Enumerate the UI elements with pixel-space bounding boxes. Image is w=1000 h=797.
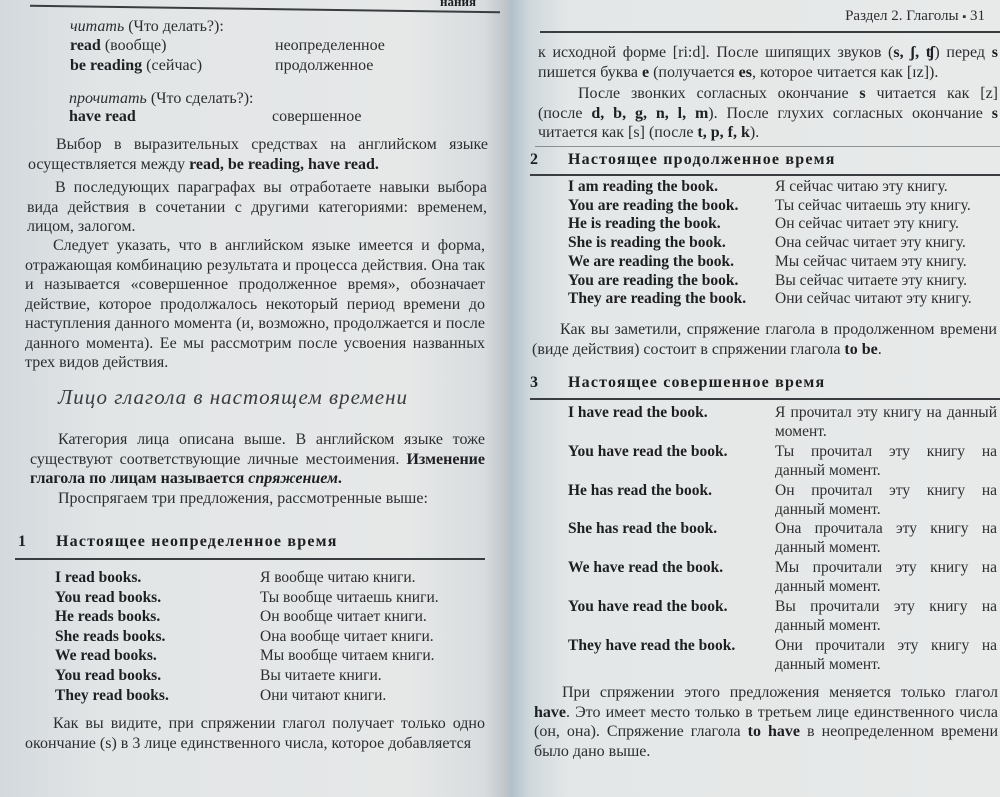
russian-translation: Она вообще читает книги.	[260, 627, 434, 645]
emphasis-text: t, p, f, k	[697, 124, 750, 141]
text-run: .	[877, 340, 882, 358]
russian-translation: Он прочитал эту книгу на данный момент.	[775, 481, 997, 518]
text-run: читается как [s] (после	[538, 124, 698, 141]
form-be-reading	[70, 57, 202, 75]
running-header	[845, 8, 985, 25]
text-run: пишется буква	[538, 63, 642, 81]
text-run: Выбор в выразительных средствах на английском языке осуществляется между	[28, 136, 488, 173]
table-row	[568, 252, 995, 271]
emphasis-text: es	[738, 63, 752, 81]
section-number: 1	[18, 533, 28, 550]
emphasis-text: s	[991, 44, 998, 61]
russian-translation: Они читают книги.	[260, 686, 387, 704]
emphasis-text: to have	[747, 723, 800, 740]
question: (Что делать?):	[124, 18, 224, 35]
english-sentence: He is reading the book.	[568, 215, 721, 233]
paragraph	[25, 236, 485, 373]
emphasis-text: .	[337, 470, 342, 487]
subheading: Лицо глагола в настоящем времени	[58, 385, 409, 409]
table-row	[55, 666, 510, 685]
aspect: продолженное	[275, 57, 374, 74]
aspect: совершенное	[272, 108, 362, 125]
english-sentence: We are reading the book.	[568, 252, 735, 270]
form: read	[70, 37, 101, 54]
russian-translation: Мы сейчас читаем эту книгу.	[775, 252, 967, 270]
russian-translation: Он вообще читает книги.	[260, 608, 427, 626]
english-sentence: You are reading the book.	[568, 271, 739, 289]
section-title: Настоящее неопределенное время	[56, 533, 338, 550]
table-row	[568, 442, 997, 480]
question: (Что сделать?):	[146, 90, 254, 107]
verb-chitat	[70, 18, 224, 36]
table-row	[568, 271, 995, 290]
table-row	[568, 481, 997, 519]
text-run: ). После глухих согласных окончание	[708, 104, 992, 122]
table-row	[55, 568, 510, 587]
verb: читать	[70, 18, 125, 35]
emphasis-text: s	[991, 104, 998, 122]
text-run: При спряжении этого предложения меняется только глагол	[562, 684, 998, 701]
table-row	[55, 686, 510, 705]
section-rule-top	[535, 146, 1000, 147]
section-title: Настоящее продолженное время	[568, 151, 836, 168]
running-header-fragment: нания	[440, 0, 477, 9]
russian-translation: Ты сейчас читаешь эту книгу.	[775, 196, 971, 214]
paragraph	[28, 135, 488, 174]
text-run: в неопределенном времени было дано выше.	[534, 723, 999, 760]
table-row	[568, 558, 997, 596]
table-row	[568, 597, 997, 635]
english-sentence: She reads books.	[55, 627, 166, 645]
english-sentence: I am reading the book.	[568, 178, 718, 195]
russian-translation: Она сейчас читает эту книгу.	[775, 234, 966, 252]
paragraph	[27, 178, 487, 237]
aspect: неопределенное	[275, 37, 385, 54]
table-row	[55, 607, 510, 626]
text-run: к исходной форме [ri:d]. После шипящих звуков (	[538, 44, 894, 61]
section-rule	[15, 558, 485, 560]
form: have read	[69, 108, 136, 125]
section-number: 3	[530, 374, 540, 391]
english-sentence: You have read the book.	[568, 442, 728, 460]
page-number: 31	[970, 8, 985, 24]
emphasis-text: d, b, g, n, l, m	[591, 104, 709, 122]
text-run: Следует указать, что в английском языке имеется и форма, отражающая комбинацию результата и процесса действия. Она так и называется «совершенное продолженное время», обозначает действие, которое продолжалось некоторый период времени до наступления данного момента (и, возможно, продолжается и после данного момента). Ее мы рассмотрим после усвоения названных трех видов действия.	[25, 237, 485, 371]
text-run: , которое читается как [ɪz]).	[751, 63, 939, 81]
form: be reading	[70, 57, 143, 74]
emphasis-text: read, be reading, have read.	[189, 155, 379, 173]
header-section: Раздел 2. Глаголы	[845, 8, 959, 24]
english-sentence: They are reading the book.	[568, 290, 747, 308]
english-sentence: I read books.	[55, 569, 142, 586]
table-row	[568, 636, 997, 674]
note: (вообще)	[100, 37, 167, 54]
verb-prochitat	[69, 90, 254, 108]
table-row	[568, 177, 995, 196]
text-run: . Это имеет место только в третьем лице единственного числа (он, она). Спряжение глагола	[534, 703, 998, 740]
table-row	[568, 196, 995, 215]
table-row	[568, 289, 995, 308]
verb: прочитать	[69, 90, 147, 107]
section-rule	[530, 174, 1000, 176]
section-title: Настоящее совершенное время	[568, 374, 826, 391]
english-sentence: We read books.	[55, 647, 157, 665]
russian-translation: Я сейчас читаю эту книгу.	[775, 178, 948, 195]
paragraph	[534, 683, 998, 761]
text-run: Категория лица описана выше. В английском языке тоже существуют соответствующие личные местоимения.	[30, 431, 485, 468]
english-sentence: They have read the book.	[568, 636, 736, 654]
russian-translation: Мы прочитали эту книгу на данный момент.	[775, 559, 997, 596]
english-sentence: I have read the book.	[568, 404, 708, 421]
section-heading-2	[530, 151, 836, 169]
english-sentence: He has read the book.	[568, 481, 712, 499]
paragraph	[538, 84, 998, 143]
table-row	[55, 588, 510, 607]
english-sentence: You read books.	[55, 588, 162, 606]
russian-translation: Мы вообще читаем книги.	[260, 647, 435, 665]
english-sentence: He reads books.	[55, 608, 161, 626]
form-read	[70, 37, 166, 55]
emphasis-text: Изменение глагола по лицам называется	[30, 450, 485, 487]
text-run: В последующих параграфах вы отработаете навыки выбора вида действия в сочетании с другими категориями: временем, лицом, залогом.	[27, 179, 487, 235]
section-heading-1	[18, 533, 338, 551]
text-run: (получается	[649, 63, 739, 81]
english-sentence: We have read the book.	[568, 559, 724, 577]
text-run: Как вы видите, при спряжении глагол получает только одно окончание (s) в 3 лице единственного числа, которое добавляется	[25, 715, 485, 752]
paragraph	[538, 43, 998, 82]
paragraph	[30, 430, 485, 489]
form-have-read	[69, 108, 136, 126]
english-sentence: She has read the book.	[568, 520, 718, 538]
text-run: читается как [z] (после	[538, 85, 998, 122]
table-row	[568, 214, 995, 233]
section-rule	[530, 398, 1000, 400]
table-row	[568, 233, 995, 252]
text-run: Проспрягаем три предложения, рассмотренные выше:	[58, 490, 428, 507]
emphasis-text: to be	[844, 340, 878, 358]
russian-translation: Она прочитала эту книгу на данный момент.	[775, 520, 997, 557]
russian-translation: Ты вообще читаешь книги.	[260, 588, 439, 606]
note: (сейчас)	[142, 57, 203, 74]
section-heading-3	[530, 374, 825, 392]
text-run: ) перед	[934, 44, 992, 61]
emphasis-text: s, ʃ, ʧ	[893, 44, 935, 61]
russian-translation: Ты прочитал эту книгу на данный момент.	[775, 442, 997, 479]
text-run: Как вы заметили, спряжение глагола в продолженном времени (виде действия) состоит в спряжении глагола	[532, 321, 997, 358]
russian-translation: Вы прочитали эту книгу на данный момент.	[775, 598, 997, 634]
table-row	[55, 646, 510, 665]
table-row	[568, 403, 997, 441]
emphasis-text: спряжением	[248, 470, 338, 487]
emphasis-text: e	[641, 63, 650, 81]
paragraph	[532, 320, 997, 359]
header-rule	[30, 5, 500, 14]
paragraph	[25, 714, 485, 753]
emphasis-text: have	[534, 703, 566, 721]
russian-translation: Они сейчас читают эту книгу.	[775, 290, 972, 308]
english-sentence: You read books.	[55, 667, 162, 684]
russian-translation: Он сейчас читает эту книгу.	[775, 215, 959, 233]
bullet-icon: ▪	[962, 11, 967, 23]
english-sentence: You have read the book.	[568, 598, 728, 615]
table-row	[55, 627, 510, 646]
text-run: ).	[749, 124, 760, 141]
emphasis-text: s	[859, 85, 866, 102]
text-run: После звонких согласных окончание	[578, 85, 860, 102]
section-number: 2	[530, 151, 540, 168]
russian-translation: Вы читаете книги.	[260, 667, 382, 684]
header-rule	[540, 31, 1000, 33]
english-sentence: She is reading the book.	[568, 234, 726, 252]
russian-translation: Я прочитал эту книгу на данный момент.	[775, 404, 997, 440]
table-row	[568, 519, 997, 557]
russian-translation: Вы сейчас читаете эту книгу.	[775, 271, 968, 289]
english-sentence: They read books.	[55, 686, 169, 704]
right-page	[510, 0, 1000, 797]
russian-translation: Я вообще читаю книги.	[260, 569, 416, 586]
english-sentence: You are reading the book.	[568, 196, 739, 214]
russian-translation: Они прочитали эту книгу на данный момент.	[775, 636, 997, 673]
paragraph	[30, 489, 485, 509]
